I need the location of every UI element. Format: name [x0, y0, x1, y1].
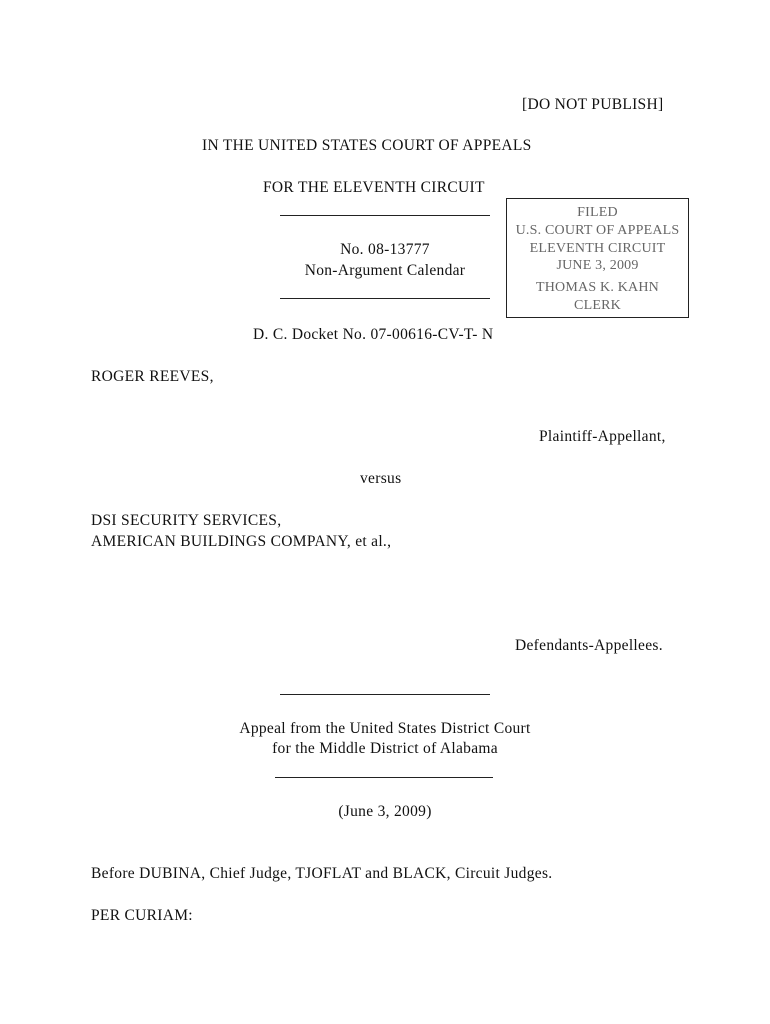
publish-notice: [DO NOT PUBLISH]: [522, 96, 664, 113]
appeal-district: for the Middle District of Alabama: [272, 740, 498, 757]
appeal-origin: Appeal from the United States District Court: [239, 720, 531, 737]
docket-number: D. C. Docket No. 07-00616-CV-T- N: [253, 326, 494, 343]
case-calendar: Non-Argument Calendar: [304, 262, 466, 279]
divider-rule: [275, 777, 493, 778]
filed-stamp-clerk-title: CLERK: [574, 298, 621, 313]
plaintiff-role: Plaintiff-Appellant,: [539, 428, 666, 445]
court-circuit: FOR THE ELEVENTH CIRCUIT: [263, 179, 485, 196]
filed-stamp-label: FILED: [577, 205, 618, 220]
defendant-role: Defendants-Appellees.: [515, 637, 663, 654]
decision-date: (June 3, 2009): [338, 803, 432, 820]
filed-stamp-clerk-name: THOMAS K. KAHN: [536, 280, 659, 295]
filed-stamp-date: JUNE 3, 2009: [556, 258, 639, 273]
per-curiam-heading: PER CURIAM:: [91, 907, 193, 924]
versus-label: versus: [360, 470, 402, 487]
divider-rule: [280, 298, 490, 299]
court-name: IN THE UNITED STATES COURT OF APPEALS: [202, 137, 532, 154]
divider-rule: [280, 215, 490, 216]
panel-judges: Before DUBINA, Chief Judge, TJOFLAT and BLACK, Circuit Judges.: [91, 865, 553, 882]
defendant-name-1: DSI SECURITY SERVICES,: [91, 512, 282, 529]
divider-rule: [280, 694, 490, 695]
defendant-name-2: AMERICAN BUILDINGS COMPANY, et al.,: [91, 533, 392, 550]
filed-stamp-circuit: ELEVENTH CIRCUIT: [529, 241, 666, 256]
filed-stamp-court: U.S. COURT OF APPEALS: [515, 223, 680, 238]
case-number: No. 08-13777: [340, 241, 430, 258]
filed-stamp: [506, 198, 689, 318]
plaintiff-name: ROGER REEVES,: [91, 368, 214, 385]
